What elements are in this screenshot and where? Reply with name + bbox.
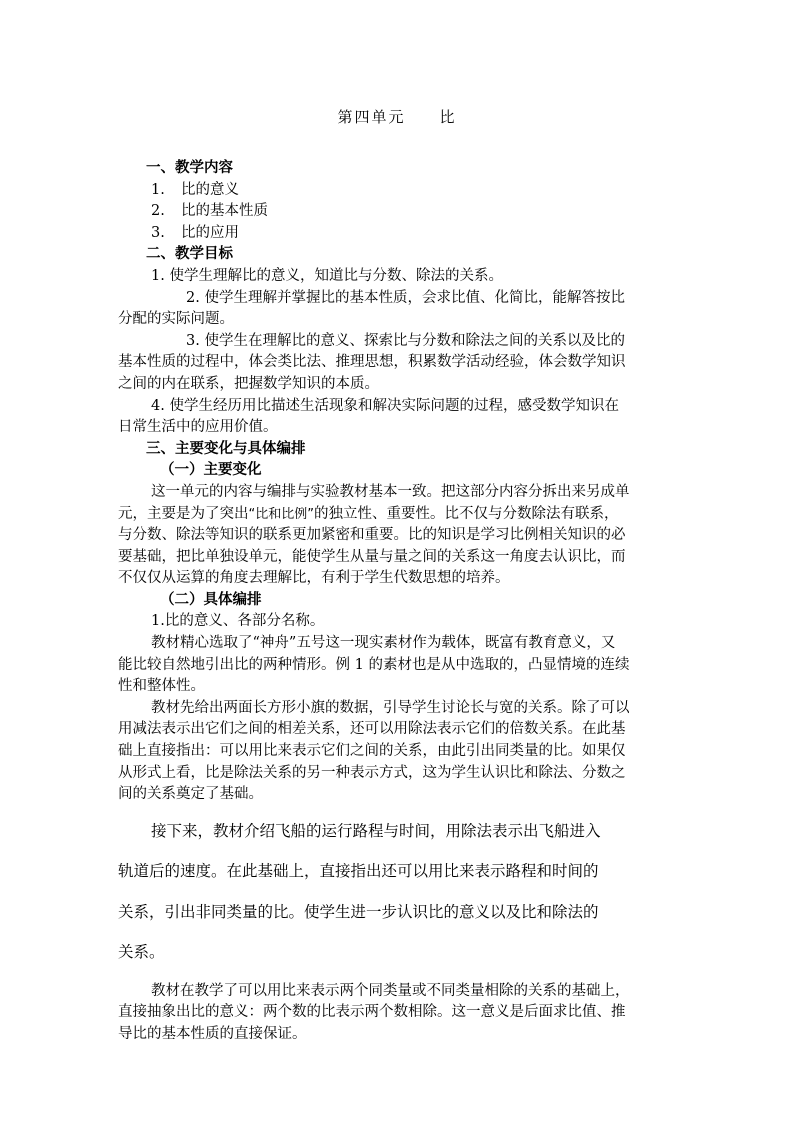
goal-4-line: 4. 使学生经历用比描述生活现象和解决实际问题的过程，感受数学知识在 — [151, 397, 619, 414]
paragraph-line: 与分数、除法等知识的联系更加紧密和重要。比的知识是学习比例相关知识的必 — [118, 527, 626, 544]
paragraph-line: 关系，引出非同类量的比。使学生进一步认识比的意义以及比和除法的 — [118, 902, 599, 921]
goal-3-line: 3. 使学生在理解比的意义、探索比与分数和除法之间的关系以及比的 — [186, 332, 625, 349]
goal-1: 1. 使学生理解比的意义，知道比与分数、除法的关系。 — [151, 267, 503, 284]
paragraph-line: 接下来，教材介绍飞船的运行路程与时间，用除法表示出飞船进入 — [151, 821, 601, 840]
paragraph-line: 础上直接指出：可以用比来表示它们之间的关系，由此引出同类量的比。如果仅 — [118, 743, 626, 760]
goal-4-line: 日常生活中的应用价值。 — [118, 419, 278, 436]
paragraph-line: 要基础，把比单独设单元，能使学生从量与量之间的关系这一角度去认识比，而 — [118, 548, 626, 565]
content-item: 1. 比的意义 — [151, 181, 239, 198]
unit-topic: 比 — [439, 108, 457, 126]
paragraph-line: 从形式上看，比是除法关系的另一种表示方式，这为学生认识比和除法、分数之 — [118, 764, 626, 781]
paragraph-line: 轨道后的速度。在此基础上，直接指出还可以用比来表示路程和时间的 — [118, 862, 599, 881]
goal-2-line: 2. 使学生理解并掌握比的基本性质，会求比值、化简比，能解答按比 — [186, 289, 625, 306]
goal-2-line: 分配的实际问题。 — [118, 311, 234, 328]
content-item: 3. 比的应用 — [151, 224, 239, 241]
section-heading-changes: 三、主要变化与具体编排 — [146, 440, 306, 457]
paragraph-line: 元，主要是为了突出“比和比例”的独立性、重要性。比不仅与分数除法有联系， — [118, 505, 619, 522]
paragraph-line: 性和整体性。 — [118, 678, 205, 695]
paragraph-line: 关系。 — [118, 943, 165, 962]
goal-3-line: 之间的内在联系，把握数学知识的本质。 — [118, 375, 379, 392]
subsection-heading-main-changes: （一）主要变化 — [160, 462, 262, 479]
final-paragraph — [118, 981, 678, 1046]
section-heading-teaching-content: 一、教学内容 — [146, 160, 233, 176]
document-body — [118, 158, 678, 1046]
page-title — [0, 106, 794, 127]
unit-label: 第四单元 — [337, 108, 406, 126]
paragraph-line: 教材精心选取了“神舟”五号这一现实素材作为载体，既富有教育意义，又 — [151, 635, 616, 652]
goal-3-line: 基本性质的过程中，体会类比法、推理思想，积累数学活动经验，体会数学知识 — [118, 354, 626, 371]
paragraph-line: 导比的基本性质的直接保证。 — [118, 1026, 307, 1042]
paragraph-line: 用减法表示出它们之间的相差关系，还可以用除法表示它们的倍数关系。在此基 — [118, 721, 626, 738]
paragraph-line: 这一单元的内容与编排与实验教材基本一致。把这部分内容分拆出来另成单 — [151, 483, 630, 500]
paragraph-line: 教材在教学了可以用比来表示两个同类量或不同类量相除的关系的基础上， — [151, 982, 630, 999]
spaced-paragraph — [118, 811, 678, 973]
subsection-heading-arrangement: （二）具体编排 — [160, 591, 262, 608]
arrangement-item-1: 1.比的意义、各部分名称。 — [151, 613, 325, 630]
paragraph-line: 能比较自然地引出比的两种情形。例 1 的素材也是从中选取的，凸显情境的连续 — [118, 656, 630, 673]
content-item: 2. 比的基本性质 — [151, 203, 268, 220]
paragraph-line: 不仅仅从运算的角度去理解比，有利于学生代数思想的培养。 — [118, 570, 510, 587]
section-heading-teaching-goals: 二、教学目标 — [146, 246, 233, 263]
paragraph-line: 直接抽象出比的意义：两个数的比表示两个数相除。这一意义是后面求比值、推 — [118, 1004, 626, 1021]
paragraph-line: 间的关系奠定了基础。 — [118, 786, 263, 803]
paragraph-line: 教材先给出两面长方形小旗的数据，引导学生讨论长与宽的关系。除了可以 — [151, 699, 630, 716]
